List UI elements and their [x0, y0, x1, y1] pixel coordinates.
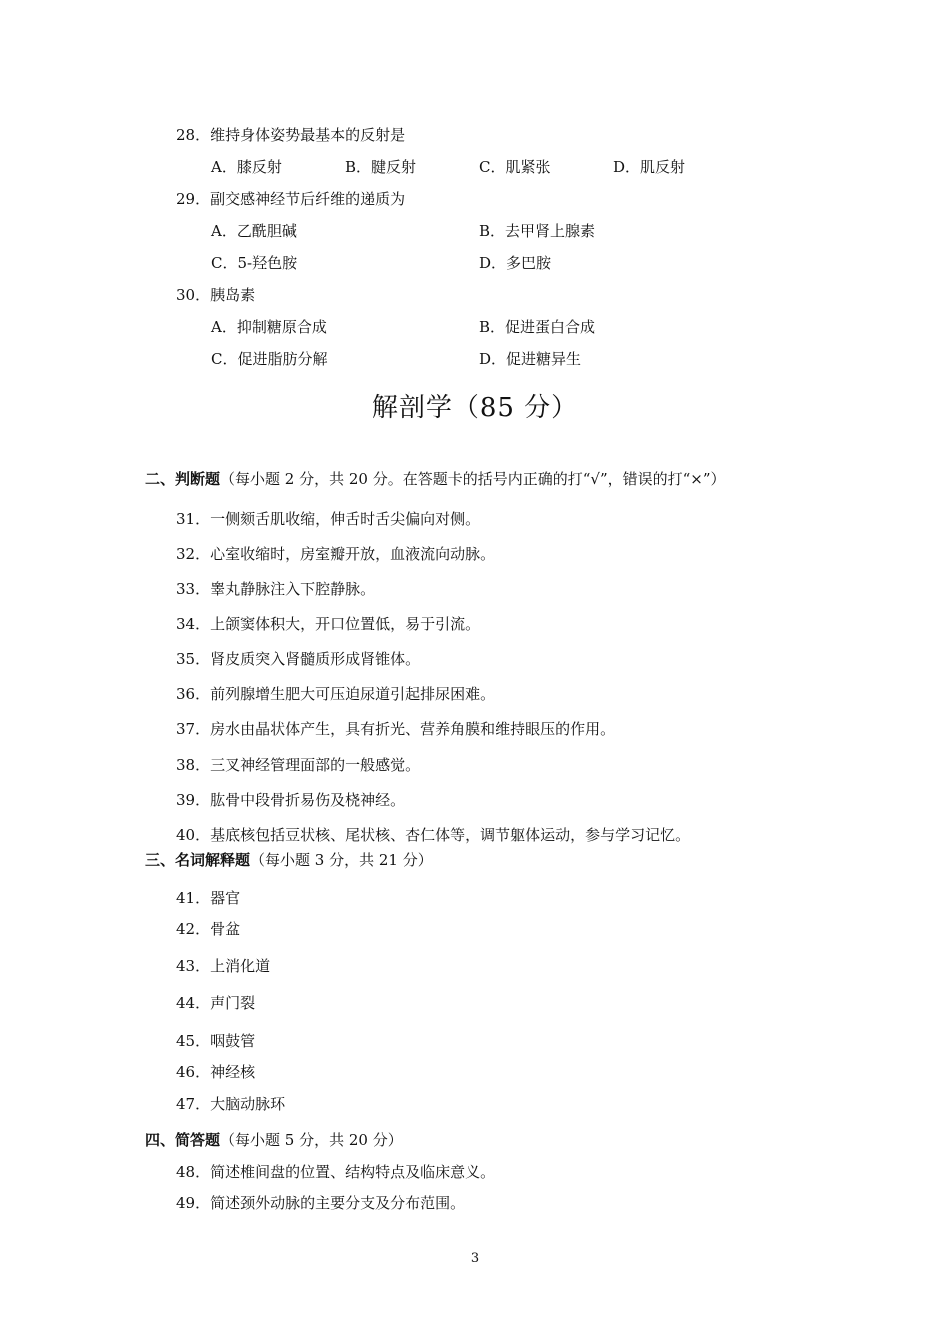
section-4-label: 四、简答题 — [145, 1131, 221, 1149]
item-43: 43．上消化道 — [176, 957, 271, 975]
item-48: 48．简述椎间盘的位置、结构特点及临床意义。 — [176, 1163, 496, 1181]
option-28a: A．膝反射 — [211, 158, 282, 176]
option-29d: D．多巴胺 — [479, 254, 552, 272]
item-45: 45．咽鼓管 — [176, 1032, 256, 1050]
question-29: 29．副交感神经节后纤维的递质为 — [176, 190, 406, 208]
section-2-note: （每小题 2 分，共 20 分。在答题卡的括号内正确的打“√”，错误的打“×”） — [220, 470, 726, 488]
item-35: 35．肾皮质突入肾髓质形成肾锥体。 — [176, 650, 421, 668]
item-37: 37．房水由晶状体产生，具有折光、营养角膜和维持眼压的作用。 — [176, 720, 616, 738]
option-30b: B．促进蛋白合成 — [479, 318, 596, 336]
subject-title: 解剖学（85 分） — [371, 393, 579, 423]
section-3-note: （每小题 3 分，共 21 分） — [250, 851, 433, 869]
item-39: 39．肱骨中段骨折易伤及桡神经。 — [176, 791, 406, 809]
item-36: 36．前列腺增生肥大可压迫尿道引起排尿困难。 — [176, 685, 496, 703]
item-41: 41．器官 — [176, 889, 241, 907]
section-3-label: 三、名词解释题 — [145, 851, 251, 869]
option-30d: D．促进糖异生 — [479, 350, 582, 368]
option-29b: B．去甲肾上腺素 — [479, 222, 596, 240]
item-47: 47．大脑动脉环 — [176, 1095, 286, 1113]
item-40: 40．基底核包括豆状核、尾状核、杏仁体等，调节躯体运动，参与学习记忆。 — [176, 826, 691, 844]
item-33: 33．睾丸静脉注入下腔静脉。 — [176, 580, 376, 598]
item-44: 44．声门裂 — [176, 994, 256, 1012]
item-34: 34．上颌窦体积大，开口位置低，易于引流。 — [176, 615, 481, 633]
item-46: 46．神经核 — [176, 1063, 256, 1081]
section-3-heading — [145, 850, 433, 870]
section-2-heading — [145, 469, 726, 489]
item-49: 49．简述颈外动脉的主要分支及分布范围。 — [176, 1194, 466, 1212]
item-42: 42．骨盆 — [176, 920, 241, 938]
option-28b: B．腱反射 — [345, 158, 417, 176]
section-4-note: （每小题 5 分，共 20 分） — [220, 1131, 403, 1149]
option-30a: A．抑制糖原合成 — [211, 318, 327, 336]
option-29c: C．5-羟色胺 — [211, 254, 298, 272]
option-29a: A．乙酰胆碱 — [211, 222, 297, 240]
section-4-heading — [145, 1130, 403, 1150]
section-2-label: 二、判断题 — [145, 470, 221, 488]
question-30: 30．胰岛素 — [176, 286, 256, 304]
item-32: 32．心室收缩时，房室瓣开放，血液流向动脉。 — [176, 545, 496, 563]
option-28c: C．肌紧张 — [479, 158, 551, 176]
option-30c: C．促进脂肪分解 — [211, 350, 328, 368]
question-28: 28．维持身体姿势最基本的反射是 — [176, 126, 406, 144]
page-number: 3 — [470, 1251, 480, 1266]
item-31: 31．一侧颏舌肌收缩，伸舌时舌尖偏向对侧。 — [176, 510, 481, 528]
item-38: 38．三叉神经管理面部的一般感觉。 — [176, 756, 421, 774]
option-28d: D．肌反射 — [613, 158, 686, 176]
